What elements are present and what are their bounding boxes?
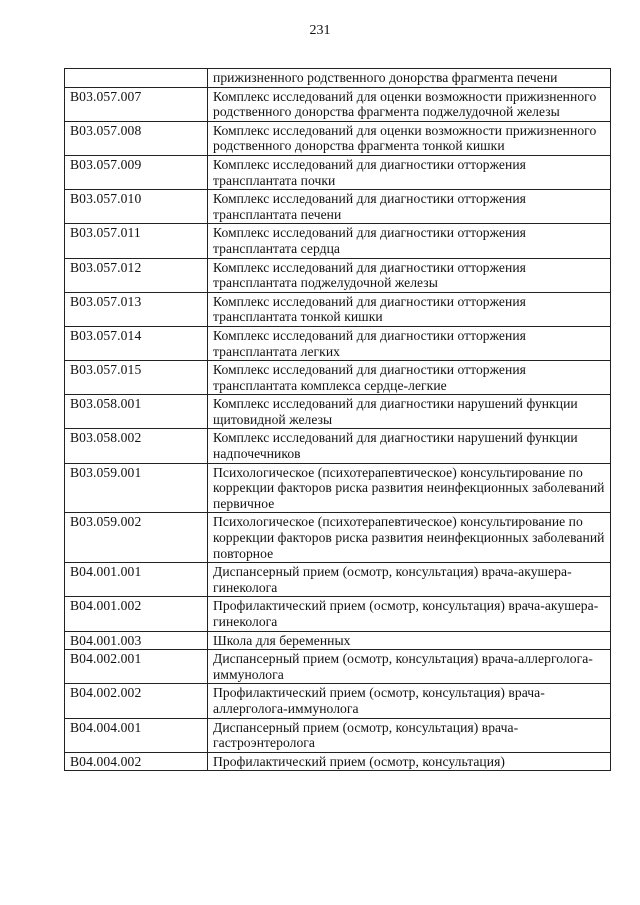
service-code: B03.057.008 bbox=[65, 121, 208, 155]
service-code: B03.057.014 bbox=[65, 326, 208, 360]
service-code: B03.057.015 bbox=[65, 361, 208, 395]
table-row bbox=[65, 155, 611, 189]
service-code: B03.057.011 bbox=[65, 224, 208, 258]
service-code: B03.057.010 bbox=[65, 190, 208, 224]
service-description: Комплекс исследований для диагностики отторжения трансплантата легких bbox=[208, 326, 611, 360]
table-row bbox=[65, 121, 611, 155]
services-table-body bbox=[65, 69, 611, 771]
service-description: Комплекс исследований для диагностики отторжения трансплантата почки bbox=[208, 155, 611, 189]
table-row bbox=[65, 684, 611, 718]
service-description: Диспансерный прием (осмотр, консультация) врача-аллерголога-иммунолога bbox=[208, 650, 611, 684]
service-description: Комплекс исследований для диагностики отторжения трансплантата сердца bbox=[208, 224, 611, 258]
table-row bbox=[65, 87, 611, 121]
service-description: Комплекс исследований для диагностики отторжения трансплантата комплекса сердце-легкие bbox=[208, 361, 611, 395]
service-code: B03.059.002 bbox=[65, 513, 208, 563]
service-code: B04.001.001 bbox=[65, 563, 208, 597]
service-code: B04.001.003 bbox=[65, 631, 208, 650]
table-row bbox=[65, 650, 611, 684]
service-code: B04.002.001 bbox=[65, 650, 208, 684]
service-description: Профилактический прием (осмотр, консультация) врача-акушера-гинеколога bbox=[208, 597, 611, 631]
table-row bbox=[65, 513, 611, 563]
table-row bbox=[65, 718, 611, 752]
service-code: B03.057.012 bbox=[65, 258, 208, 292]
service-description: Комплекс исследований для диагностики отторжения трансплантата печени bbox=[208, 190, 611, 224]
service-code: B03.059.001 bbox=[65, 463, 208, 513]
service-code: B03.058.002 bbox=[65, 429, 208, 463]
service-description: прижизненного родственного донорства фрагмента печени bbox=[208, 69, 611, 88]
table-row bbox=[65, 597, 611, 631]
table-row bbox=[65, 395, 611, 429]
service-description: Комплекс исследований для диагностики отторжения трансплантата тонкой кишки bbox=[208, 292, 611, 326]
service-description: Профилактический прием (осмотр, консультация) врача-аллерголога-иммунолога bbox=[208, 684, 611, 718]
service-description: Комплекс исследований для оценки возможности прижизненного родственного донорства фрагмента поджелудочной железы bbox=[208, 87, 611, 121]
service-code: B04.001.002 bbox=[65, 597, 208, 631]
page-number: 231 bbox=[309, 23, 331, 38]
service-description: Психологическое (психотерапевтическое) консультирование по коррекции факторов риска развития неинфекционных заболеваний повторное bbox=[208, 513, 611, 563]
table-row bbox=[65, 563, 611, 597]
service-description: Диспансерный прием (осмотр, консультация) врача-акушера-гинеколога bbox=[208, 563, 611, 597]
service-description: Комплекс исследований для диагностики нарушений функции щитовидной железы bbox=[208, 395, 611, 429]
table-row bbox=[65, 631, 611, 650]
table-row bbox=[65, 429, 611, 463]
service-code: B03.057.007 bbox=[65, 87, 208, 121]
table-row bbox=[65, 258, 611, 292]
service-code bbox=[65, 69, 208, 88]
service-description: Психологическое (психотерапевтическое) консультирование по коррекции факторов риска развития неинфекционных заболеваний первичное bbox=[208, 463, 611, 513]
table-row bbox=[65, 463, 611, 513]
service-description: Диспансерный прием (осмотр, консультация) врача-гастроэнтеролога bbox=[208, 718, 611, 752]
table-row bbox=[65, 190, 611, 224]
service-code: B03.058.001 bbox=[65, 395, 208, 429]
service-description: Комплекс исследований для диагностики нарушений функции надпочечников bbox=[208, 429, 611, 463]
service-code: B03.057.013 bbox=[65, 292, 208, 326]
service-code: B03.057.009 bbox=[65, 155, 208, 189]
table-row bbox=[65, 752, 611, 771]
service-description: Школа для беременных bbox=[208, 631, 611, 650]
services-table bbox=[64, 68, 611, 771]
table-row bbox=[65, 69, 611, 88]
service-description: Комплекс исследований для диагностики отторжения трансплантата поджелудочной железы bbox=[208, 258, 611, 292]
service-code: B04.002.002 bbox=[65, 684, 208, 718]
service-description: Профилактический прием (осмотр, консультация) bbox=[208, 752, 611, 771]
service-code: B04.004.002 bbox=[65, 752, 208, 771]
table-row bbox=[65, 224, 611, 258]
service-code: B04.004.001 bbox=[65, 718, 208, 752]
service-description: Комплекс исследований для оценки возможности прижизненного родственного донорства фрагмента тонкой кишки bbox=[208, 121, 611, 155]
table-row bbox=[65, 361, 611, 395]
table-row bbox=[65, 326, 611, 360]
table-row bbox=[65, 292, 611, 326]
